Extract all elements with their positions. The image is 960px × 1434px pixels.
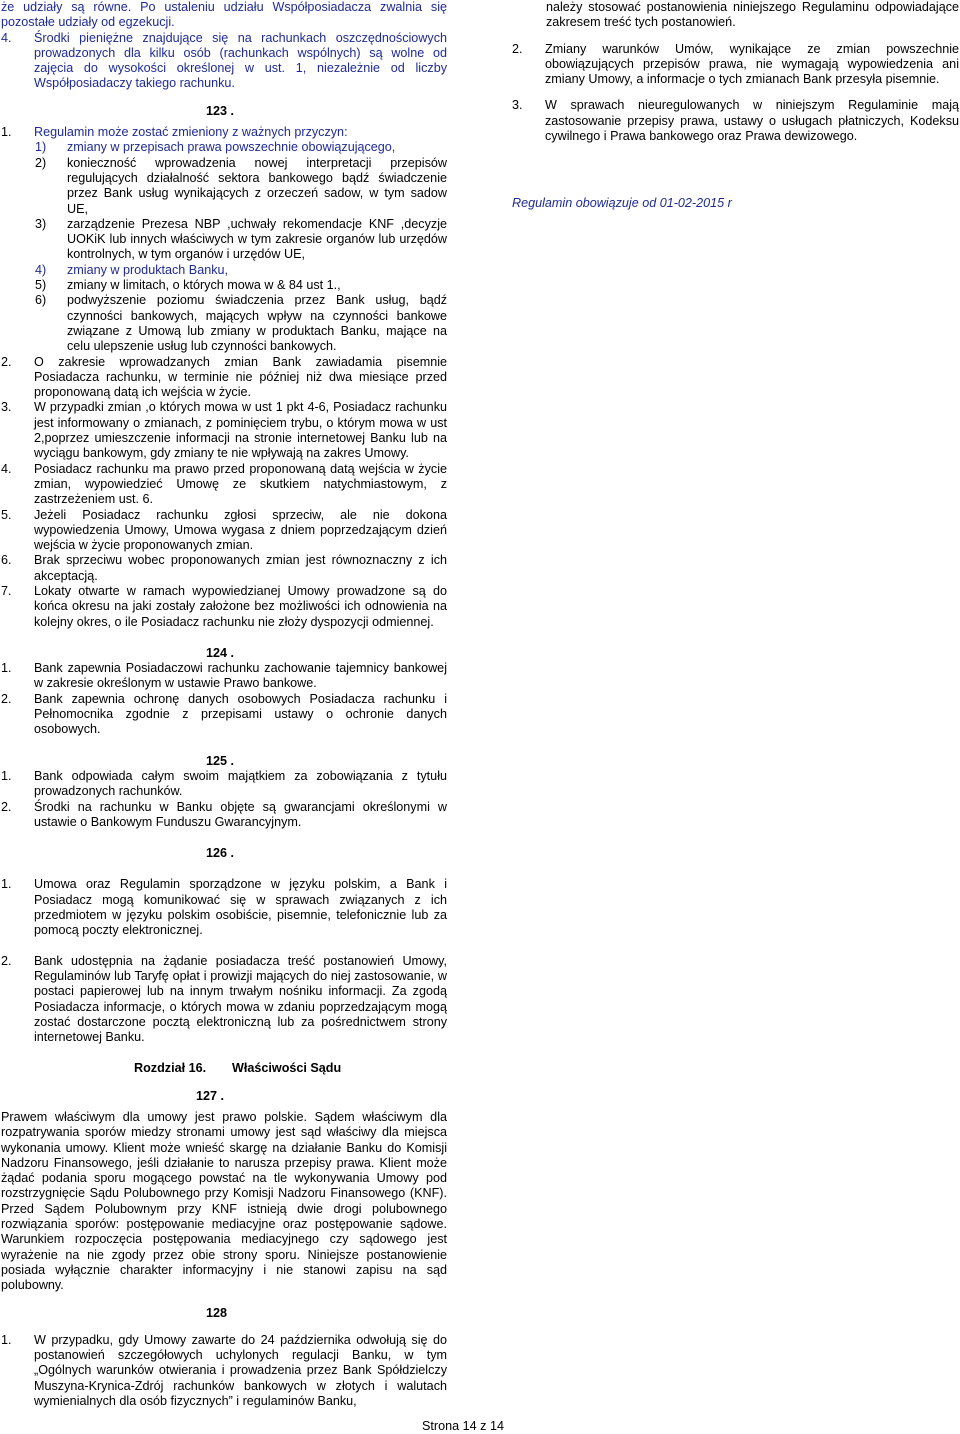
paragraph: Prawem właściwym dla umowy jest prawo polskie. Sądem właściwym dla rozpatrywania sporów miedzy stronami umowy jest sąd właściwy dla miejsca wykonania umowy. Klient może wnieść skargę na działanie Banku do Komisji Nadzoru Finansowego, jeśli działanie to narusza przepisy prawa. Klient może żądać podania sporu mogącego powstać na tle wykonywania Umowy pod rozstrzygnięcie Sądu Polubownego przy Komisji Nadzoru Finansowego (KNF). Przed Sądem Polubownym przy KNF istnieją dwie drogi polubownego rozwiązania sporów: postępowanie mediacyjne oraz postępowanie sądowe. Warunkiem rozpoczęcia postępowania mediacyjnego czy sądowego jest wyrażenie na nie zgody przez obie strony sporu. Niniejsze postanowienie posiada wyłącznie charakter informacyjny i nie stanowi zapisu na sąd polubowny.: [1, 1110, 447, 1293]
right-column: [512, 0, 959, 212]
section-heading-125: 125 .: [206, 753, 235, 768]
item-number: 3.: [512, 98, 523, 113]
list-item: [512, 42, 959, 88]
sub-item-text: zmiany w produktach Banku,: [67, 262, 229, 277]
sub-item-text: podwyższenie poziomu świadczenia przez Bank usług, bądź czynności bankowych, mających wpływ na czynności bankowe związane z Umową lub zmiany w produktach Banku, mające na celu ulepszenie usług lub czynności bankowych.: [67, 293, 447, 354]
item-text: Brak sprzeciwu wobec proponowanych zmian jest równoznaczny z ich akceptacją.: [34, 553, 447, 583]
item-number: 4.: [1, 30, 12, 45]
item-number: 1.: [1, 125, 12, 140]
item-number: 5.: [1, 507, 12, 522]
item-text: Umowa oraz Regulamin sporządzone w języku polskim, a Bank i Posiadacz mogą komunikować się w sprawach związanych z ich przedmiotem w języku polskim osobiście, pisemnie, telefonicznie lub za pomocą poczty elektronicznej.: [34, 877, 447, 938]
item-number: 2.: [1, 691, 12, 706]
item-text: Jeżeli Posiadacz rachunku zgłosi sprzeciw, ale nie dokona wypowiedzenia Umowy, Umowa wygasa z dniem poprzedzającym dzień wejścia w życie proponowanych zmian.: [34, 507, 447, 553]
sub-item: [35, 278, 447, 293]
list-item: [1, 661, 447, 692]
sub-item-number: 3): [35, 216, 47, 231]
item-number: 4.: [1, 461, 12, 476]
item-number: 7.: [1, 583, 12, 598]
list-item: [1, 692, 447, 738]
item-text: Środki na rachunku w Banku objęte są gwarancjami określonymi w ustawie o Bankowym Funduszu Gwarancyjnym.: [34, 799, 447, 829]
item-text: Środki pieniężne znajdujące się na rachunkach oszczędnościowych prowadzonych dla kilku osób (rachunkach wspólnych) są wolne od zajęcia do wysokości określonej w ust. 1, niezależnie od liczby Współposiadaczy takiego rachunku.: [34, 30, 447, 91]
list-item: [1, 877, 447, 938]
item-text: W sprawach nieuregulowanych w niniejszym Regulaminie mają zastosowanie przepisy prawa, ustawy o usługach płatniczych, Kodeksu cywilnego i Prawa bankowego oraz Prawa dewizowego.: [545, 98, 959, 144]
sub-item-number: 5): [35, 278, 47, 293]
list-item: [1, 1333, 447, 1409]
page-number: Strona 14 z 14: [422, 1419, 504, 1433]
paragraph-continuation: że udziały są równe. Po ustaleniu udziału Współposiadacza zwalnia się pozostałe udziały od egzekucji.: [1, 0, 447, 30]
chapter-label: Rozdział 16.: [134, 1061, 207, 1076]
paragraph-continuation: należy stosować postanowienia niniejszego Regulaminu odpowiadające zakresem treść tych postanowień.: [546, 0, 959, 30]
item-text: Bank odpowiada całym swoim majątkiem za zobowiązania z tytułu prowadzonych rachunków.: [34, 768, 447, 799]
item-number: 2.: [1, 953, 12, 968]
list-item: [1, 508, 447, 554]
section-heading-123: 123 .: [206, 103, 235, 118]
list-item: [1, 954, 447, 1046]
list-item: [1, 584, 447, 630]
item-text: O zakresie wprowadzanych zmian Bank zawiadamia pisemnie Posiadacza rachunku, w terminie nie później niż dwa miesiące przed proponowaną datą ich wejścia w życie.: [34, 354, 447, 400]
item-number: 2.: [1, 354, 12, 369]
list-item: [1, 400, 447, 461]
item-number: 1.: [1, 1332, 12, 1347]
sub-item-number: 2): [35, 155, 47, 170]
item-text: Posiadacz rachunku ma prawo przed proponowaną datą wejścia w życie zmian, wypowiedzieć Umowę ze skutkiem natychmiastowym, z zastrzeżeniem ust. 6.: [34, 461, 447, 507]
chapter-heading: [1, 1061, 447, 1076]
sub-item-text: zmiany w limitach, o których mowa w & 84 ust 1.,: [67, 278, 341, 293]
item-number: 6.: [1, 553, 12, 568]
list-item: [1, 800, 447, 831]
sub-item: [35, 156, 447, 217]
item-text: Regulamin może zostać zmieniony z ważnych przyczyn:: [34, 125, 348, 140]
section-heading-127: 127 .: [196, 1088, 225, 1103]
section-heading-128: 128: [206, 1305, 228, 1320]
sub-item-text: zarządzenie Prezesa NBP ,uchwały rekomendacje KNF ,decyzje UOKiK lub innych właściwych w tym zakresie organów lub urzędów kontrolnych, w tym organów i urzędów UE,: [67, 216, 447, 262]
list-item: [1, 769, 447, 800]
list-item: [1, 31, 447, 92]
list-item: [1, 355, 447, 401]
section-heading-126: 126 .: [206, 846, 235, 861]
item-text: Bank udostępnia na żądanie posiadacza treść postanowień Umowy, Regulaminów lub Taryfę opłat i prowizji mających do niej zastosowanie, w postaci papierowej lub na innym trwałym nośniku informacji. Za zgodą Posiadacza informacje, o których mowa w zdaniu poprzedzającym mogą zostać dostarczone pocztą elektroniczną lub za pośrednictwem strony internetowej Banku.: [34, 953, 447, 1045]
chapter-title: Właściwości Sądu: [232, 1061, 342, 1076]
sub-item-text: zmiany w przepisach prawa powszechnie obowiązującego,: [67, 140, 396, 155]
left-column: [1, 0, 447, 1409]
effective-date: Regulamin obowiązuje od 01-02-2015 r: [512, 196, 732, 211]
sub-item-number: 1): [35, 140, 47, 155]
item-text: Zmiany warunków Umów, wynikające ze zmian powszechnie obowiązujących przepisów prawa, nie wymagają wypowiedzenia ani zmiany Umowy, a informacje o tych zmianach Bank przesyła pisemnie.: [545, 41, 959, 87]
item-text: Lokaty otwarte w ramach wypowiedzianej Umowy prowadzone są do końca okresu na jaki zostały założone bez możliwości ich odnowienia na kolejny okres, o ile Posiadacz rachunku nie złoży dyspozycji odmiennej.: [34, 583, 447, 629]
item-number: 2.: [1, 799, 12, 814]
list-item: [1, 553, 447, 584]
sub-item: [35, 217, 447, 263]
sub-item: [35, 293, 447, 354]
sub-item-text: konieczność wprowadzenia nowej interpretacji przepisów regulujących działalność sektora bankowego bądź świadczenie przez Bank usług wynikających z orzeczeń sadow, w tym sadow UE,: [67, 155, 447, 216]
item-text: W przypadku, gdy Umowy zawarte do 24 października odwołują się do postanowień szczegółowych uchylonych regulacji Banku, w tym „Ogólnych warunków otwierania i prowadzenia przez Bank Spółdzielczy Muszyna-Krynica-Zdrój rachunków bankowych w złotych i walutach wymienialnych dla osób fizycznych” i regulaminów Banku,: [34, 1332, 447, 1409]
sub-item: [35, 263, 447, 278]
list-item: [1, 125, 447, 140]
item-number: 3.: [1, 400, 12, 415]
list-item: [1, 462, 447, 508]
sub-item-number: 4): [35, 262, 47, 277]
item-text: Bank zapewnia Posiadaczowi rachunku zachowanie tajemnicy bankowej w zakresie określonym w ustawie Prawo bankowe.: [34, 661, 447, 691]
item-text: W przypadki zmian ,o których mowa w ust 1 pkt 4-6, Posiadacz rachunku jest informowany o zmianach, z pominięciem trybu, o którym mowa w ust 2,poprzez umieszczenie informacji na stronie internetowej Banku lub na wyciągu bankowym, gdy zmiany te nie wpływają na zakres Umowy.: [34, 400, 447, 461]
item-number: 2.: [512, 41, 523, 56]
sub-item-number: 6): [35, 293, 47, 308]
item-number: 1.: [1, 768, 12, 783]
item-number: 1.: [1, 877, 12, 892]
sub-item: [35, 140, 447, 155]
item-text: Bank zapewnia ochronę danych osobowych Posiadacza rachunku i Pełnomocnika zgodnie z przepisami ustawy o ochronie danych osobowych.: [34, 691, 447, 737]
list-item: [512, 98, 959, 144]
item-number: 1.: [1, 661, 12, 676]
section-heading-124: 124 .: [206, 645, 235, 660]
